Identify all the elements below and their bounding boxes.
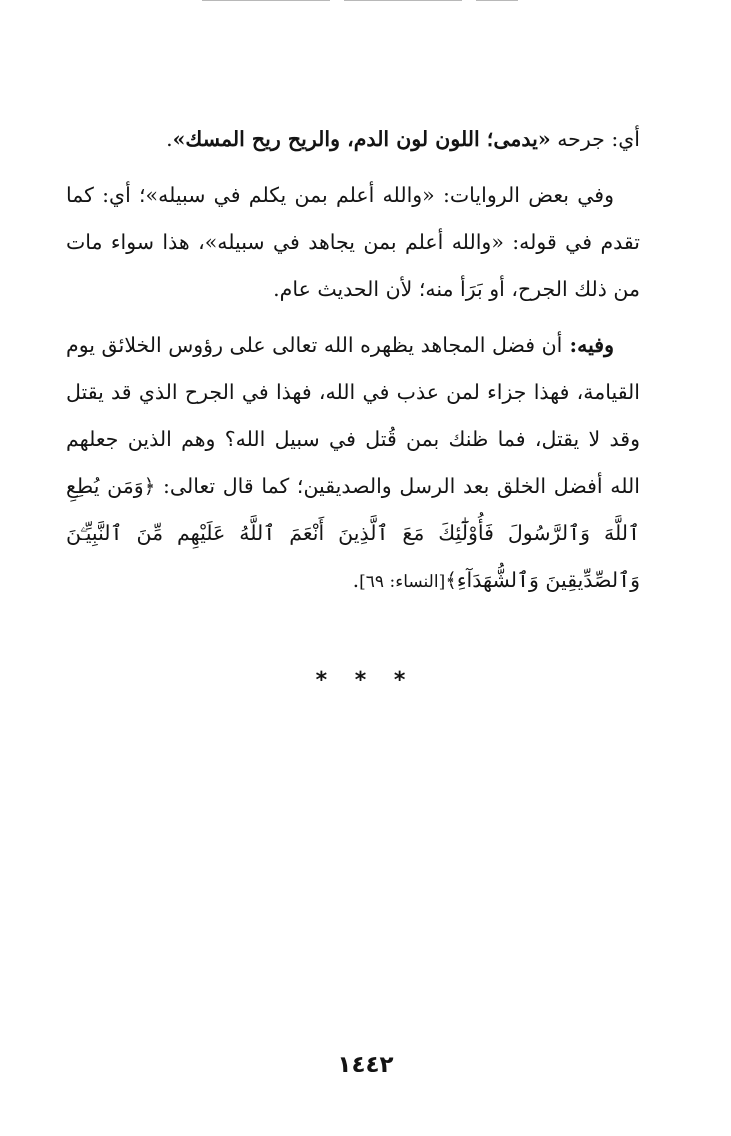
page-number: ١٤٤٢ xyxy=(337,1052,394,1078)
paragraph-text: أن فضل المجاهد يظهره الله تعالى على رؤوس الخلائق يوم القيامة، فهذا جزاء لمن عذب في الله، فهذا في الجرح الذي قد يقتل وقد لا يقتل، فما ظنك بمن قُتل في سبيل الله؟ وهم الذين جعلهم الله أفضل الخلق بعد الرسل والصديقين؛ كما قال تعالى: xyxy=(66,333,640,498)
rule-segment xyxy=(344,0,462,1)
paragraph-lead: وفيه: xyxy=(562,333,614,357)
page-body xyxy=(66,116,640,606)
hadith-quote: «يدمى؛ اللون لون الدم، والريح ريح المسك» xyxy=(172,127,551,151)
paragraph-narrations xyxy=(66,172,640,313)
paragraph-end: . xyxy=(352,568,360,592)
verse-open-bracket: ﴿ xyxy=(143,474,156,498)
rule-segment xyxy=(202,0,330,1)
paragraph-end: . xyxy=(166,127,173,151)
paragraph-text: وفي بعض الروايات: «والله أعلم بمن يكلم في سبيله»؛ أي: كما تقدم في قوله: «والله أعلم بمن يجاهد في سبيله»، هذا سواء مات من ذلك الجرح، أو بَرَأ منه؛ لأن الحديث عام. xyxy=(66,183,640,301)
top-edge-rule xyxy=(195,0,525,3)
section-separator: * * * xyxy=(315,668,416,693)
verse-close-bracket: ﴾ xyxy=(445,568,457,592)
paragraph-lead: أي: جرحه xyxy=(550,127,640,151)
paragraph-wound-description xyxy=(66,116,640,163)
quran-verse: وَمَن يُطِعِ ٱللَّهَ وَٱلرَّسُولَ فَأُوْلَٰٓئِكَ مَعَ ٱلَّذِينَ أَنْعَمَ ٱللَّهُ عَلَيْهِم مِّنَ ٱلنَّبِيِّـۧنَ وَٱلصِّدِّيقِينَ وَٱلشُّهَدَآءِ xyxy=(66,474,640,592)
paragraph-virtue-of-mujahid xyxy=(66,322,640,606)
rule-segment xyxy=(476,0,518,1)
verse-citation: [النساء: ٦٩] xyxy=(359,572,446,592)
